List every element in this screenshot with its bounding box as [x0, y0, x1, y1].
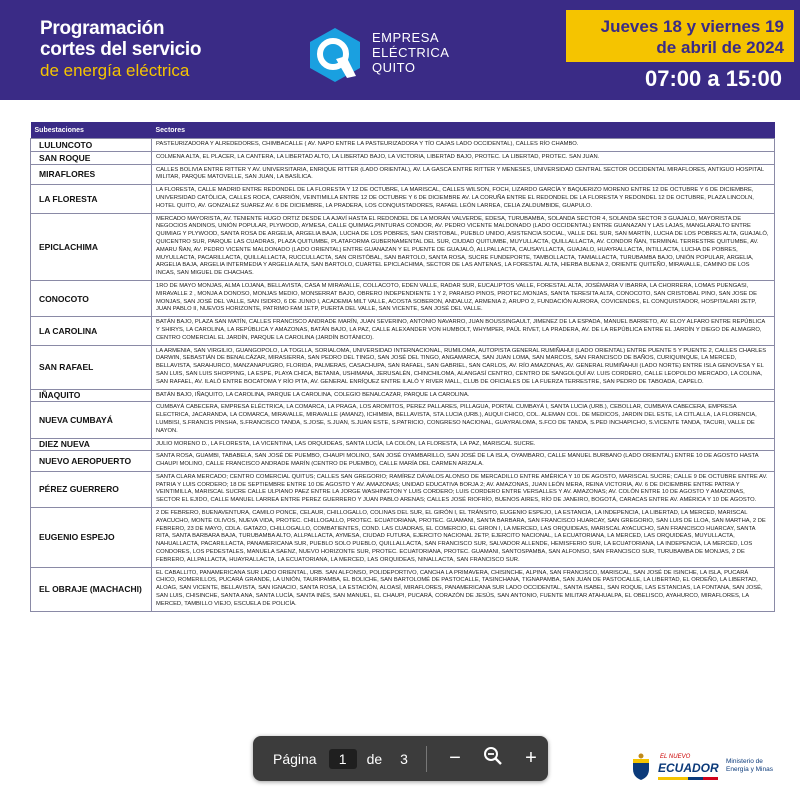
substation-name: LA FLORESTA: [31, 185, 152, 213]
table-body: [31, 139, 775, 612]
company-line-2: ELÉCTRICA: [372, 45, 450, 60]
sector-list: SANTA ROSA, GUAMBI, TABABELA, SAN JOSÉ DE PUEMBO, CHAUPI MOLINO, SAN JOSÉ OYAMBARILLO, SAN JOSÉ DE LA ISLA, OYAMBARO, CALLE MANUEL BURBANO (LADO ORIENTAL) ENTRE 10 DE AGOSTO HASTA CHAUPI MOLINO, CALLE FRANCISCO ANDRADE MARÍN (CENTRO DE PUEMBO), CALLE MARÍA DEL CARMEN ARIZALA.: [152, 451, 775, 472]
table-row: [31, 280, 775, 316]
table-row: [31, 438, 775, 451]
government-logo: [630, 750, 800, 788]
date-line-1: Jueves 18 y viernes 19: [600, 17, 784, 36]
substation-name: DIEZ NUEVA: [31, 438, 152, 451]
company-line-3: QUITO: [372, 60, 416, 75]
sector-list: LA FLORESTA, CALLE MADRID ENTRE REDONDEL DE LA FLORESTA Y 12 DE OCTUBRE, LA MARISCAL, CALLES WILSON, FOCH, LIZARDO GARCÍA Y BAQUERIZO MORENO ENTRE 12 DE OCTUBRE Y 6 DE DICIEMBRE, UNIVERSIDAD CATÓLICA, CALLES ROCA, CARRIÓN, VEINTIMILLA ENTRE 12 DE OCTUBRE Y 6 DE DICIEMBRE AV. LA CORUÑA ENTRE EL REDONDEL DE LA FLORESTA Y REDONDEL 12 DE OCTUBRE, PLAZA LINCOLN, HOTEL QUITO, AV. GONZALEZ SUAREZ AV. 6 DE DICIEMBRE, LA PRADERA, LOS CONQUISTADORES, RAFAEL LEÓN LARREA, CELIA ZALDUMBIDE, GUAPULO.: [152, 185, 775, 213]
toolbar-divider: [426, 746, 427, 772]
table-header-row: [31, 122, 775, 139]
substation-name: CONOCOTO: [31, 280, 152, 316]
sector-list: PASTEURIZADORA Y ALREDEDORES, CHIMBACALLE ( AV. NAPO ENTRE LA PASTEURIZADORA Y TÍO CAJAS LADO OCCIDENTAL), CALLES RÍO CHAMBO.: [152, 139, 775, 152]
table-row: [31, 567, 775, 611]
company-name: [372, 30, 449, 75]
header-sectors: Sectores: [152, 122, 775, 139]
sector-list: SANTA CLARA MERCADO; CENTRO COMERCIAL QUITUS; CALLES SAN GREGORIO; RAMÍREZ DÁVALOS ALONSO DE MERCADILLO ENTRE AMÉRICA Y 10 DE AGOSTO, MARISCAL SUCRE; CALLE 9 DE OCTUBRE ENTRE AV. PATRIA Y LUIS CORDERO; 18 DE SEPTIEMBRE ENTRE 10 DE AGOSTO Y AV. AMAZONAS; UNIDAD EDUCATIVA BORJA 2; AV. AMAZONAS, JUAN LEÓN MERA, REINA VICTORIA, AV. 6 DE DICIEMBRE ENTRE PATRIA Y VEINTIMILLA, MARISCAL SUCRE CALLE ULPIANO PAEZ ENTRE LA JORGE WASHINGTON Y LUIS CORDERO; LUIS CORDERO ENTRE VERSALLES Y AV. AMAZONAS; AV. COLÓN ENTRE 10 DE AGOSTO Y AMAZONAS, SECTOR EL EJIDO, CALLE MANUEL LARREA ENTRE PEREZ GUERRERO Y JUAN PABLO ARENAS; CALLES JOSÉ RIOFRÍO, BUENOS AIRES, RÍO DE JANEIRO, BOGOTÁ, CARACAS ENTRE AV. AMÉRICA Y 10 DE AGOSTO.: [152, 471, 775, 507]
sector-list: CUMBAYÁ CABECERA, EMPRESA ELÉCTRICA, LA COMARCA, LA PRAGA, LOS AROMITOS, PEREZ PALLARES, PILLAGUA, PORTAL CUMBAYÁ I, SANTA LUCIA (URB.), CEBOLLAR, CUMBAYA CABECERA, EMPRESA ELECTRICA, JACARANDA, LA COMARCA, MIRAVALLE, MIRAVALLE (AMANZ), ICHIMBIA, BELLAVISTA, STA.LUCIA (URB.), AUQUI CHICO, COL. ALEMAN COL. DE MEDICOS, JARDIN DEL ESTE, LA CITLALLA, LA FLORENCIA, LUMBISI, S.FRANCIS PINSHA, S.FRANCISCO TANDA, S.JOSE, S.JUAN, S.JUAN ESTE, S.PATRICIO, CONGRESO NACIONAL, GUAYRALOMA, S.FCO DE TANDA, S.PED INCHAPICHO, S.VICENTE TANDA, TACURI, VALLE DE NAYON.: [152, 402, 775, 438]
substation-name: PÉREZ GUERRERO: [31, 471, 152, 507]
date-line-2: de abril de 2024: [656, 38, 784, 57]
page-number-input[interactable]: 1: [329, 749, 357, 769]
sector-list: CALLES BOLIVIA ENTRE RITTER Y AV. UNIVERSITARIA, ENRIQUE RITTER (LADO ORIENTAL), AV. LA GASCA ENTRE RITTER Y MENESES, UNIVERSIDAD CENTRAL SECTOR OCCIDENTAL MIRAFLORES, ANTIGUO HOSPITAL MILITAR, PARQUE MATOVELLE, SAN JUAN, LA BASÍLICA.: [152, 164, 775, 185]
table-row: [31, 213, 775, 280]
sector-list: BATÁN BAJO, IÑAQUITO, LA CAROLINA, PARQUE LA CAROLINA, COLEGIO BENALCAZAR, PARQUE LA CAROLINA.: [152, 389, 775, 402]
header-substations: Subestaciones: [31, 122, 152, 139]
sector-list: EL CABALLITO, PANAMERICANA SUR LADO ORIENTAL, URB. SAN ALFONSO, POLIDEPORTIVO, CANCHA LA PRIMAVERA, CHISINCHE, ALPINA, SAN FRANCISCO, MARISCAL, SAN JOSÉ DE ISINCHE, LA ISLA, PUCARÁ CHICO, ROMERILLOS, PUCARÁ GRANDE, LA UNIÓN, TAURIPAMBA, EL BOLICHE, SAN BARTOLOMÉ DE PASTOCALLE, TASINCHANA, TIGNAPAMBA, SAN JUAN DE PASTOCALLE, LA LIBERTAD, EL ORDEÑO, LA LIBERTAD, ALOAG, SAN VICENTE, BELLAVISTA, SAN IGNACIO, SANTA ROSA, LA ESTACIÓN, ALOASÍ, MIRAFLORES, PANAMERICANA SUR LADO OCCIDENTAL, SANTA ISABEL, SAN ROQUE, LAS ESTANCIAS, LA FONTANA, SAN JOSÉ, SAN LUIS, CHISINCHE, SANTA ANA, SANTA LUCÍA, SANTA INÉS, SAN MANUEL, EL CHAUPI, PUCARÁ, CORAZÓN DE JESÚS, SAN ANTONIO, FUENTE MILITAR ATAHUALPA, EL OBELISCO, AYAHURCO, MIRAFLORES, LA MERCED, TAMBILLO VIEJO, ESCUELA DE POLICÍA.: [152, 567, 775, 611]
substation-name: EL OBRAJE (MACHACHI): [31, 567, 152, 611]
substation-name: EPICLACHIMA: [31, 213, 152, 280]
sector-list: BATÁN BAJO, PLAZA SAN MATÍN, CALLES FRANCISCO ANDRADE MARÍN, JUAN SEVERINO, ANTONIO NAVARRO, JUAN BOUSSINGAULT, JIMENEZ DE LA ESPADA, MANUEL BARRETO, AV. ELOY ALFARO ENTRE REPÚBLICA Y SHIRYS, LA CAROLINA, LA REPÚBLICA Y AMAZONAS, BATÁN BAJO, LA PAZ, CALLE ALEXANDER VON HUMBOLT, WHYMPER, PAÚL RIVET, LA PRADERA, AV. DE LA REPÚBLICA ENTRE EL JARDÍN Y DIEGO DE ALMAGRO, CENTRO COMERCIAL EL JARDÍN, PARQUE LA CAROLINA (JARDÍN BOTÁNICO).: [152, 317, 775, 345]
page-label: Página: [273, 750, 317, 767]
company-line-1: EMPRESA: [372, 30, 440, 45]
substation-name: IÑAQUITO: [31, 389, 152, 402]
flag-stripe: [658, 777, 718, 780]
ecuador-label: ECUADOR: [658, 761, 719, 775]
pdf-pager-toolbar: [253, 736, 548, 781]
schedule-table: [30, 122, 775, 612]
substation-name: LULUNCOTO: [31, 139, 152, 152]
page-of-label: de: [366, 750, 383, 767]
table-row: [31, 471, 775, 507]
sector-list: MERCADO MAYORISTA, AV. TENIENTE HUGO ORTIZ DESDE LA AJAVÍ HASTA EL REDONDEL DE LA MORÁN VALVERDE, EDESA, TURUBAMBA, SOLANDA SECTOR 4, SOLANDA SECTOR 3 GUAJALO, MAYORISTA DE NEGOCIOS ANDINOS, UNIÓN POPULAR, PLYWOOD, AYMESA, CALLE QUIMIAG,PINTURAS CONDOR, AV. PEDRO VICENTE MALDONADO (LADO OCCIDENTAL) ENTRE GUANAZAN Y LAS LAJAS, MANGLARALTO ENTRE QUIMIAG Y PLYWOOD, SANTA ROSA DE ARGELIA, ARGELIA BAJA, LUCHA DE LOS POBRES, SAN CRISTOBAL, PUEBLO UNIDO, ASISTENCIA SOCIAL, VALLE DEL SUR, SAN MARTÍN, LUCHA DE LOS POBRES ALTA, GUAJALÓ, QUICENTRO SUR, PARQUE LAS CUADRAS, PLAZA QUITUMBE, PLATAFORMA GUBERNAMENTAL DEL SUR, CIUDAD QUITUMBE, MUYULLACTA, QUILLALLACTA, AV. CONDOR ÑAN, TERMINAL TERRESTRE QUITUMBE, AV. AMARU ÑAN, AV. PEDRO VICENTE MALDONADO (LADO ORIENTAL) ENTRE GUANAZAN Y EL PUENTE DE GUAJALÓ, ALLPALLACTA, CAUSAYLLACTA, GUAJALO, HUAYRALLACTA, INTILLACTA, LUCHA DE POBRES, MUYULLACTA, PACARILLACTA, QUILLALLACTA, RUCCULLACTA, SAN CRISTÓBAL, SAN BARTOLO, SANTA ROSA, SUCRE FUNDEPORTE, TAMBOLLACTA, TAMIALLACTA, TURUBAMBA BAJO, UNIÓN POPULAR, ARGELIA, ARGELIA BAJA, ARGELIA INTERMEDIA Y ARGELIA ALTA, SAN BARTOLO, CUARTEL EPICLACHIMA, SECTOR DE LAS ANTENAS, LA FORESTAL ALTA, HIERBA BUENA 2, ORIENTE QUITEÑO, MIRAVALLE, CAMINO DE LOS INCAS, SAN MIGUEL DE CHACHAS.: [152, 213, 775, 280]
schedule-table-container: [30, 122, 775, 612]
time-range: 07:00 a 15:00: [645, 66, 782, 91]
sector-list: 1RO DE MAYO MONJAS, ALMA LOJANA, BELLAVISTA, CASA M MIRAVALLE, COLLACOTO, EDEN VALLE, RADAR SUR, EUCALIPTOS VALLE, FORESTAL ALTA, JOSÉMARIA V IBARRA, LA CHORRERA, LOMAS PUENGASI, MIRAVALLE 2 , MONJA A DONOSO, MONJAS MEDIO, MONSERRAT BAJO, OBRERO INDEPENDIENTE 1 Y 2, PARAISO PINOS, PROTEC.MONJAS, SANTA TERESITA ALTA, CONOCOTO, SAN CRISTOBAL PINO, SAN JOSE DE MONJAS, SAN JOSÉ DEL VALLE, SAN ISIDRO, 6 DE JUNIO I, ACADEMIA MILT VALLE, ACOSTA SOBERON, ANDALUZ, ARMENIA 2, ARUPO 2, FUNDACIÓN AURORA, COVICENDES, EL CONQUISTADOR, HOSPITALARI 2ETP, JUAN PABLO II, NUEVOS HORIZONTE, PATRIMO FAM 1ETP, PUERTA DEL VALLE, SAN VICENTE, SAN JOSÉ DEL VALLE.: [152, 280, 775, 316]
table-row: [31, 164, 775, 185]
sector-list: COLMENA ALTA, EL PLACER, LA CANTERA, LA LIBERTAD ALTO, LA LIBERTAD BAJO, LA VICTORIA, LIBERTAD BAJO, PROTEC. LA LIBERTAD, PROTEC. SAN JUAN.: [152, 151, 775, 164]
table-row: [31, 402, 775, 438]
substation-name: NUEVA CUMBAYÁ: [31, 402, 152, 438]
zoom-in-button[interactable]: +: [525, 747, 537, 769]
table-row: [31, 151, 775, 164]
title-line-2: cortes del servicio: [40, 39, 202, 60]
coat-of-arms-icon: [630, 753, 652, 781]
table-row: [31, 139, 775, 152]
ministry-line-1: Ministerio de: [726, 758, 763, 765]
magnifier-icon: [483, 746, 503, 766]
ministry-line-2: Energía y Minas: [726, 766, 773, 773]
table-row: [31, 345, 775, 389]
ministry-label: [726, 758, 773, 774]
el-nuevo-label: EL NUEVO: [660, 754, 691, 760]
eeq-logo-icon: [306, 26, 364, 84]
zoom-out-button[interactable]: −: [449, 747, 461, 769]
substation-name: MIRAFLORES: [31, 164, 152, 185]
table-row: [31, 389, 775, 402]
substation-name: EUGENIO ESPEJO: [31, 508, 152, 568]
table-row: [31, 185, 775, 213]
sector-list: 2 DE FEBRERO, BUENAVENTURA, CAMILO PONCE, CELAUR, CHILLOGALLO, COLINAS DEL SUR, EL GIRÓN I, EL TRÁNSITO, EUGENIO ESPEJO, LA ESTANCIA, LA INDEPENCIA, LA LIBERTAD, LA MERCED, MARISCAL AYACUCHO, MONTE OLIVOS, NUEVA VIDA, PROTEC. CHILLOGALLO, PROTEC. ECUATORIANA, PROTEC. GUAMANI, SANTA BARBARA, SAN FRANCISCO HUARCAY, SAN GREGORIO, SAN LUIS DE LLOA, SAN MARTHA, 2 DE FEBRERO, 23 DE MAYO, CDLA. GATAZO, CHILLOGALLO, COMBATIENTES, COND. LAS CUADRAS, EL COMERCIO, EL GIRON I, LA MERCED, LAS ORQUIDEAS, MARISCAL AYACUCHO, SAN FRANCISCO HUARCAY, SANTA RITA, SANTA BARBARA BAJA, TURUBAMBA ALTO, ALLPALLACTA, AYMESA, CIUDAD FUTURA, EJERCITO NACIONAL 2ETP, EJERCITO NACIONAL, LA ECUATORIANA, LA MERCED, LAS ORQUIDEAS, MUYULLACTA, NAHUALLACTA, PACARILLACTA, PANAMERICANA SUR, PUEBLO SOLO PUEBLO, QUILLALLACTA, SAN FRANCISCO SUR, SALVADOR ALLENDE, HEMISFERIO SUR, LA ECUATORIANA, LA INDEPENCIA, LA MERCED, LOS CONDORES, LOS PEDESTALES, MANUELA SAENZ, NUEVO HORIZONTE SUR, PROTEC. ECUATORIANA, PROTEC. GUAMANI, SANTOSPAMBA, SAN ALFONSO, SAN FRANCISCO SUR, TURUBAMBA DE MONJAS, 2 DE FEBRERO, ALLPALLACTA, HUAYRALLACTA, LA ECUATORIANA, LA MERCED, LAS ORQUIDEAS, NINALLACTA, SAN FRANCISCO SUR.: [152, 508, 775, 568]
date-box: [566, 10, 794, 62]
title-line-1: Programación: [40, 18, 165, 39]
sector-list: JULIO MORENO D., LA FLORESTA, LA VICENTINA, LAS ORQUIDEAS, SANTA LUCÍA, LA COLÓN, LA FLORESTA, LA PAZ, MARISCAL SUCRE.: [152, 438, 775, 451]
page-total: 3: [400, 750, 408, 767]
zoom-fit-button[interactable]: [483, 746, 503, 772]
substation-name: LA CAROLINA: [31, 317, 152, 345]
substation-name: NUEVO AEROPUERTO: [31, 451, 152, 472]
substation-name: SAN ROQUE: [31, 151, 152, 164]
table-row: [31, 508, 775, 568]
substation-name: SAN RAFAEL: [31, 345, 152, 389]
header-title: [40, 18, 201, 81]
header-banner: [0, 0, 800, 100]
sector-list: LA ARMENIA, SAN VIRGILIO, GUANGOPOLO, LA TOGLLA, SORIALOMA, UNIVERSIDAD INTERNACIONAL, RUMILOMA, AUTOPISTA GENERAL RUMIÑAHUI (LADO ORIENTAL) ENTRE PUENTE 5 Y PUENTE 2, CALLES CHARLES DARWIN, SEBASTIÁN DE BENALCÁZAR, MIRASIERRA, SAN PEDRO DEL TINGO, SAN JOSÉ DEL TINGO, ANGAMARCA, SAN JUAN LOMA, SAN MARCOS, SAN FRANCISCO DE BAÑOS, CURIQUINQUE, LA MERCED, BELLAVISTA, SARAHURCO, MANZANAPUGRO, FLORIDA, PALMERAS, CASACHUPA, SAN RAFAEL, SAN GABRIEL, SAN CARLOS, AV. RÍO AMAZONAS, AV. GENERAL RUMIÑAHUI (LADO NORTE) ENTRE ISLA GENOVESA Y EL SAN LUIS, SAN LUIS SHOPPING, LA ESPE, PLAYA CHICA, BETANIA, USHIMANA, JERUSALÉN, CHINCHILOMA, ALANGASÍ CENTRO, CENTRO DE SANGOLQUÍ AV. LUIS CORDERO, CALLE LEOPOLDO MERCADO, LA COLINA, SAN RAFAEL, AV. ILALÓ ENTRE BOCATOMA Y RÍO PITA, AV. GENERAL ENRÍQUEZ ENTRE ILALÓ Y RIVER MALL, CLUB DE OFICIALES DE LA FUERZA TERRESTRE, SAN PEDRO DE TABOADA, CAPELO.: [152, 345, 775, 389]
title-line-3: de energía eléctrica: [40, 61, 190, 80]
table-row: [31, 451, 775, 472]
table-row: [31, 317, 775, 345]
